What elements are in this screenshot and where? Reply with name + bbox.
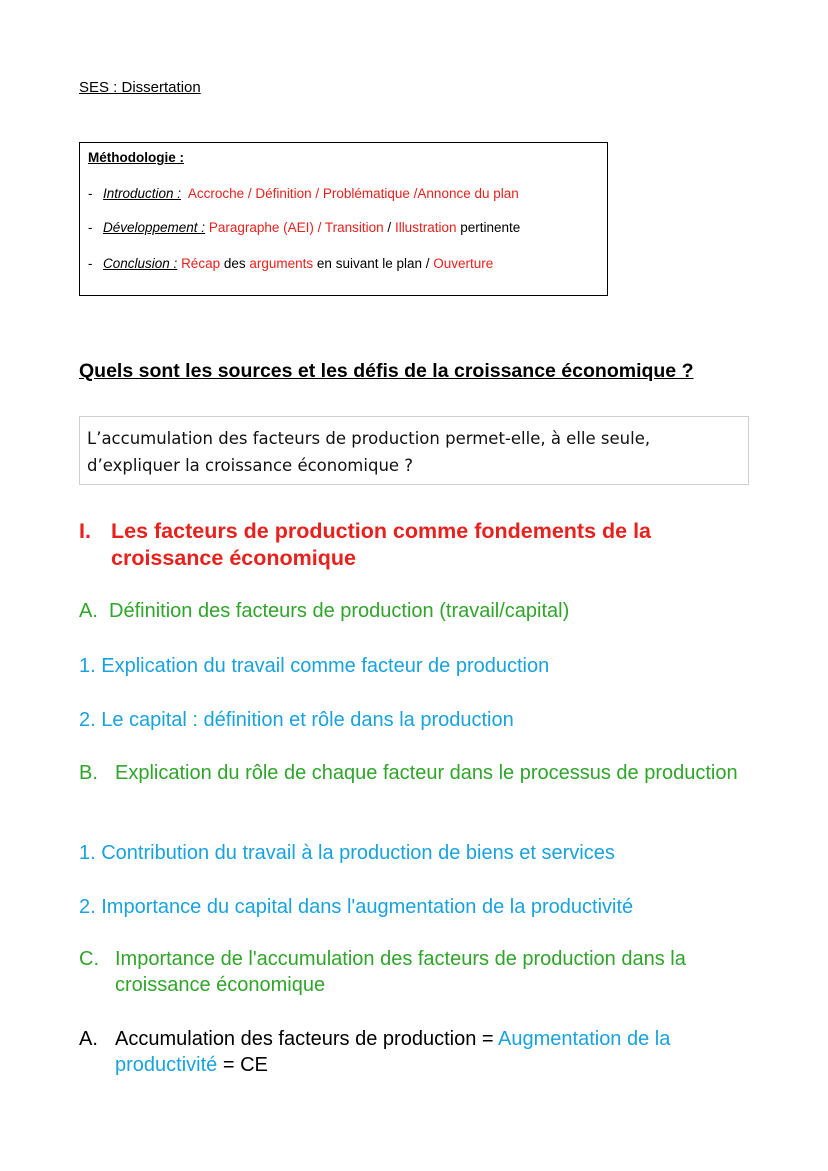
part-1-heading xyxy=(79,518,769,572)
methodology-box xyxy=(79,142,608,296)
final-a-text-2: Augmentation de la productivité xyxy=(115,1028,671,1076)
section-a-label: A. xyxy=(79,600,98,622)
dissertation-question: Quels sont les sources et les défis de la croissance économique ? xyxy=(79,360,694,382)
bullet-dash: - xyxy=(88,256,93,271)
conclusion-text-4: en suivant le plan / xyxy=(313,256,434,271)
conclusion-text-3: arguments xyxy=(249,256,314,271)
dev-label: Développement : xyxy=(103,220,206,235)
subsection-a2: 2. Le capital : définition et rôle dans la production xyxy=(79,709,514,731)
final-a-text-1: Accumulation des facteurs de production = xyxy=(115,1028,499,1050)
section-c-text: Importance de l'accumulation des facteurs de production dans la croissance économique xyxy=(115,948,686,996)
section-b-text: Explication du rôle de chaque facteur dans le processus de production xyxy=(115,762,738,784)
dev-text-3: Illustration xyxy=(394,220,457,235)
final-a-text xyxy=(79,1026,769,1078)
subsection-a1: 1. Explication du travail comme facteur de production xyxy=(79,655,550,677)
conclusion-label: Conclusion : xyxy=(103,256,178,271)
dev-text-1: Paragraphe (AEI) / Transition xyxy=(208,220,384,235)
subsection-b2: 2. Importance du capital dans l'augmentation de la productivité xyxy=(79,896,634,918)
dev-text-2: / xyxy=(383,220,395,235)
bullet-dash: - xyxy=(88,186,93,201)
part-1-title: Les facteurs de production comme fondements de la croissance économique xyxy=(111,519,651,570)
methodology-intro-line xyxy=(88,186,519,201)
methodology-dev-line xyxy=(88,220,520,235)
part-1-number: I. xyxy=(79,519,91,543)
final-a-text-3: = CE xyxy=(217,1054,268,1076)
conclusion-text-5: Ouverture xyxy=(433,256,494,271)
intro-text: Accroche / Définition / Problématique /Annonce du plan xyxy=(187,186,519,201)
subsection-b1: 1. Contribution du travail à la production de biens et services xyxy=(79,842,615,864)
problematique-text: L’accumulation des facteurs de production permet-elle, à elle seule, d’expliquer la croissance économique ? xyxy=(87,429,651,475)
final-a-heading xyxy=(79,1026,769,1078)
section-a-heading xyxy=(79,598,769,624)
final-a-label: A. xyxy=(79,1028,98,1050)
dev-text-4: pertinente xyxy=(456,220,521,235)
section-c-heading xyxy=(79,946,769,998)
intro-label: Introduction : xyxy=(103,186,182,201)
section-b-heading xyxy=(79,760,769,786)
section-a-text: Définition des facteurs de production (travail/capital) xyxy=(109,600,570,622)
conclusion-text-2: des xyxy=(220,256,250,271)
conclusion-text-1: Récap xyxy=(181,256,221,271)
bullet-dash: - xyxy=(88,220,93,235)
methodology-title: Méthodologie : xyxy=(88,150,184,165)
section-c-label: C. xyxy=(79,948,99,970)
methodology-conclusion-line xyxy=(88,256,493,271)
document-title: SES : Dissertation xyxy=(79,79,201,96)
section-b-label: B. xyxy=(79,762,98,784)
